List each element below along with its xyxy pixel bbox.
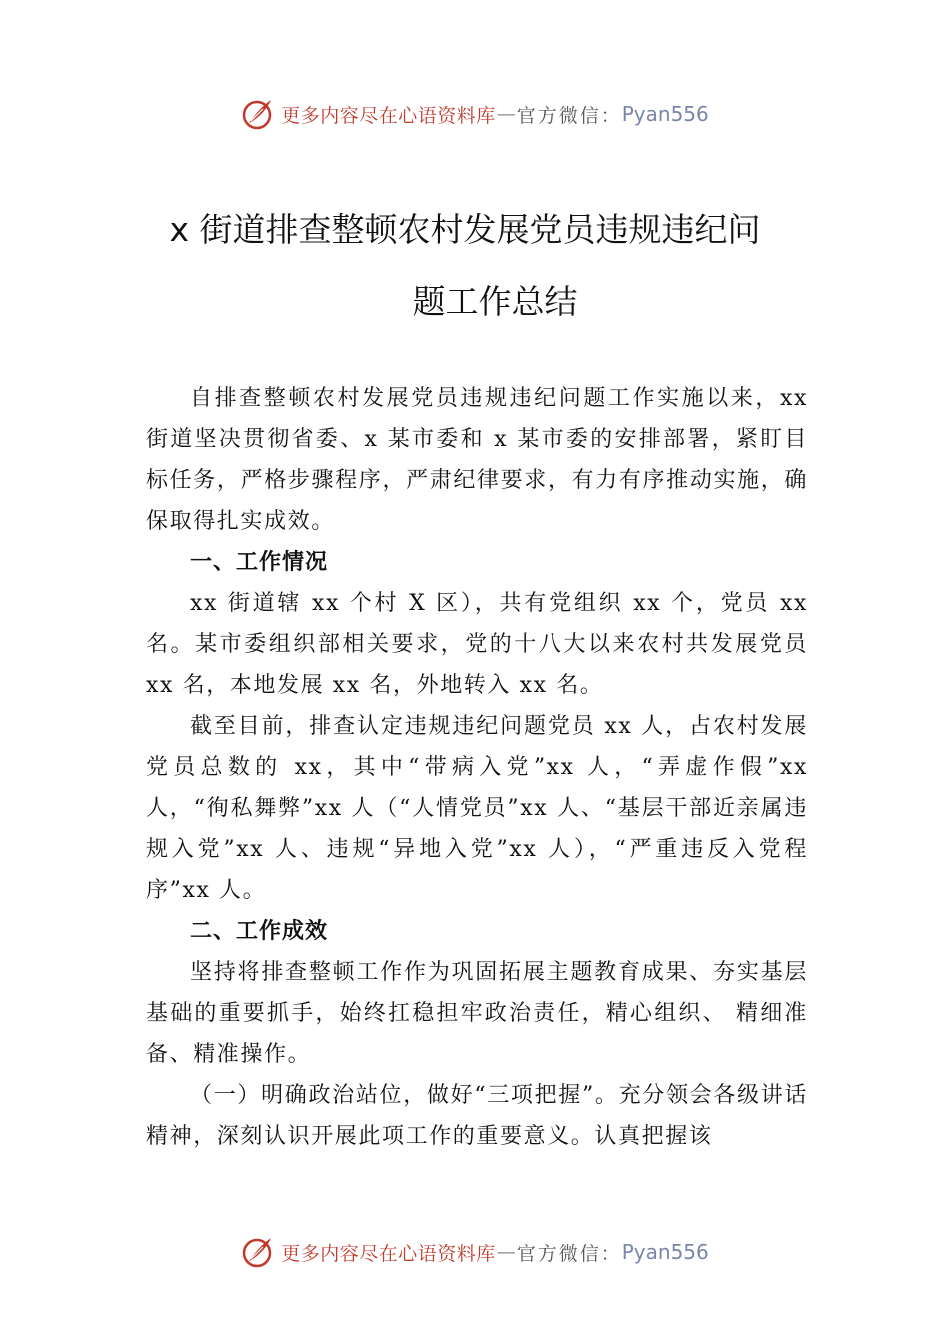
banner-dash: — xyxy=(496,1241,516,1263)
paragraph-results: 坚持将排查整顿工作作为巩固拓展主题教育成果、夯实基层基础的重要抓手，始终扛稳担牢政治责任，精心组织、 精细准备、精准操作。 xyxy=(146,960,808,1067)
document-title-line-2: 题工作总结 xyxy=(412,282,578,321)
paragraph-investigation: 截至目前，排查认定违规违纪问题党员 xx 人，占农村发展党员总数的 xx，其中“带病入党”xx 人，“弄虚作假”xx 人，“徇私舞弊”xx 人（“人情党员”xx 人、“基层干部近亲属违规入党”xx 人、违规“异地入党”xx 人），“严重违反入党程序”xx 人。 xyxy=(146,714,808,903)
paragraph-intro: 自排查整顿农村发展党员违规违纪问题工作实施以来，xx 街道坚决贯彻省委、x 某市委和 x 某市委的安排部署，紧盯目标任务，严格步骤程序，严肃纪律要求，有力有序推动实施，确保取得扎实成效。 xyxy=(146,386,808,534)
brand-text: 更多内容尽在心语资料库 xyxy=(281,104,496,127)
wechat-label: 官方微信： xyxy=(516,1242,622,1265)
paragraph-work-status: xx 街道辖 xx 个村 X 区），共有党组织 xx 个，党员 xx 名。某市委组织部相关要求，党的十八大以来农村共发展党员 xx 名，本地发展 xx 名，外地转入 xx 名。 xyxy=(146,591,808,698)
banner-dash: — xyxy=(496,103,516,125)
quill-logo-icon xyxy=(241,1235,275,1269)
section-heading-1: 一、工作情况 xyxy=(190,550,329,575)
section-heading-2: 二、工作成效 xyxy=(190,919,329,944)
header-watermark-banner xyxy=(0,94,950,134)
quill-logo-icon xyxy=(241,97,275,131)
paragraph-subsection-1: （一）明确政治站位，做好“三项把握”。充分领会各级讲话精神，深刻认识开展此项工作的重要意义。认真把握该 xyxy=(146,1083,808,1149)
document-title-line-1: x 街道排查整顿农村发展党员违规违纪问 xyxy=(169,210,761,249)
document-body xyxy=(146,378,808,1157)
wechat-id: Pyan556 xyxy=(621,102,709,126)
wechat-id: Pyan556 xyxy=(621,1240,709,1264)
brand-text: 更多内容尽在心语资料库 xyxy=(281,1242,496,1265)
wechat-label: 官方微信： xyxy=(516,104,622,127)
footer-watermark-banner xyxy=(0,1232,950,1272)
